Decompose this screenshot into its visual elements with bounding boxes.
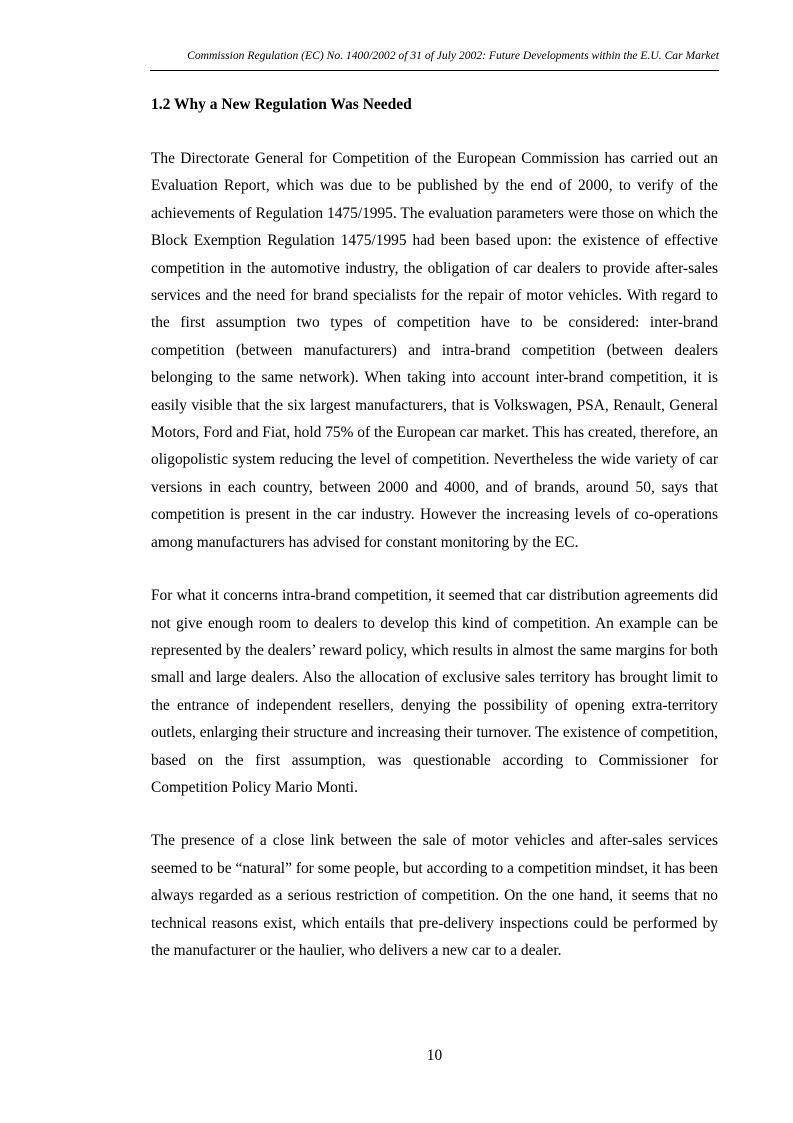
section-heading: 1.2 Why a New Regulation Was Needed: [151, 96, 412, 113]
running-header: Commission Regulation (EC) No. 1400/2002 of 31 of July 2002: Future Developments within the E.U. Car Market: [187, 49, 719, 62]
header-divider: [150, 70, 719, 71]
body-paragraph: The presence of a close link between the sale of motor vehicles and after-sales services seemed to be “natural” for some people, but according to a competition mindset, it has been always regarded as a serious restriction of competition. On the one hand, it seems that no technical reasons exist, which entails that pre-delivery inspections could be performed by the manufacturer or the haulier, who delivers a new car to a dealer.: [151, 832, 718, 959]
body-paragraph: For what it concerns intra-brand competition, it seemed that car distribution agreements did not give enough room to dealers to develop this kind of competition. An example can be represented by the dealers’ reward policy, which results in almost the same margins for both small and large dealers. Also the allocation of exclusive sales territory has brought limit to the entrance of independent resellers, denying the possibility of opening extra-territory outlets, enlarging their structure and increasing their turnover. The existence of competition, based on the first assumption, was questionable according to Commissioner for Competition Policy Mario Monti.: [151, 587, 719, 796]
page-number: 10: [426, 1047, 443, 1064]
body-paragraph: The Directorate General for Competition of the European Commission has carried out an Evaluation Report, which was due to be published by the end of 2000, to verify of the achievements of Regulation 1475/1995. The evaluation parameters were those on which the Block Exemption Regulation 1475/1995 had been based upon: the existence of effective competition in the automotive industry, the obligation of car dealers to provide after-sales services and the need for brand specialists for the repair of motor vehicles. With regard to the first assumption two types of competition have to be considered: inter-brand competition (between manufacturers) and intra-brand competition (between dealers belonging to the same network). When taking into account inter-brand competition, it is easily visible that the six largest manufacturers, that is Volkswagen, PSA, Renault, General Motors, Ford and Fiat, hold 75% of the European car market. This has created, therefore, an oligopolistic system reducing the level of competition. Nevertheless the wide variety of car versions in each country, between 2000 and 4000, and of brands, around 50, says that competition is present in the car industry. However the increasing levels of co-operations among manufacturers has advised for constant monitoring by the EC.: [151, 150, 718, 551]
page-body: [151, 95, 718, 964]
